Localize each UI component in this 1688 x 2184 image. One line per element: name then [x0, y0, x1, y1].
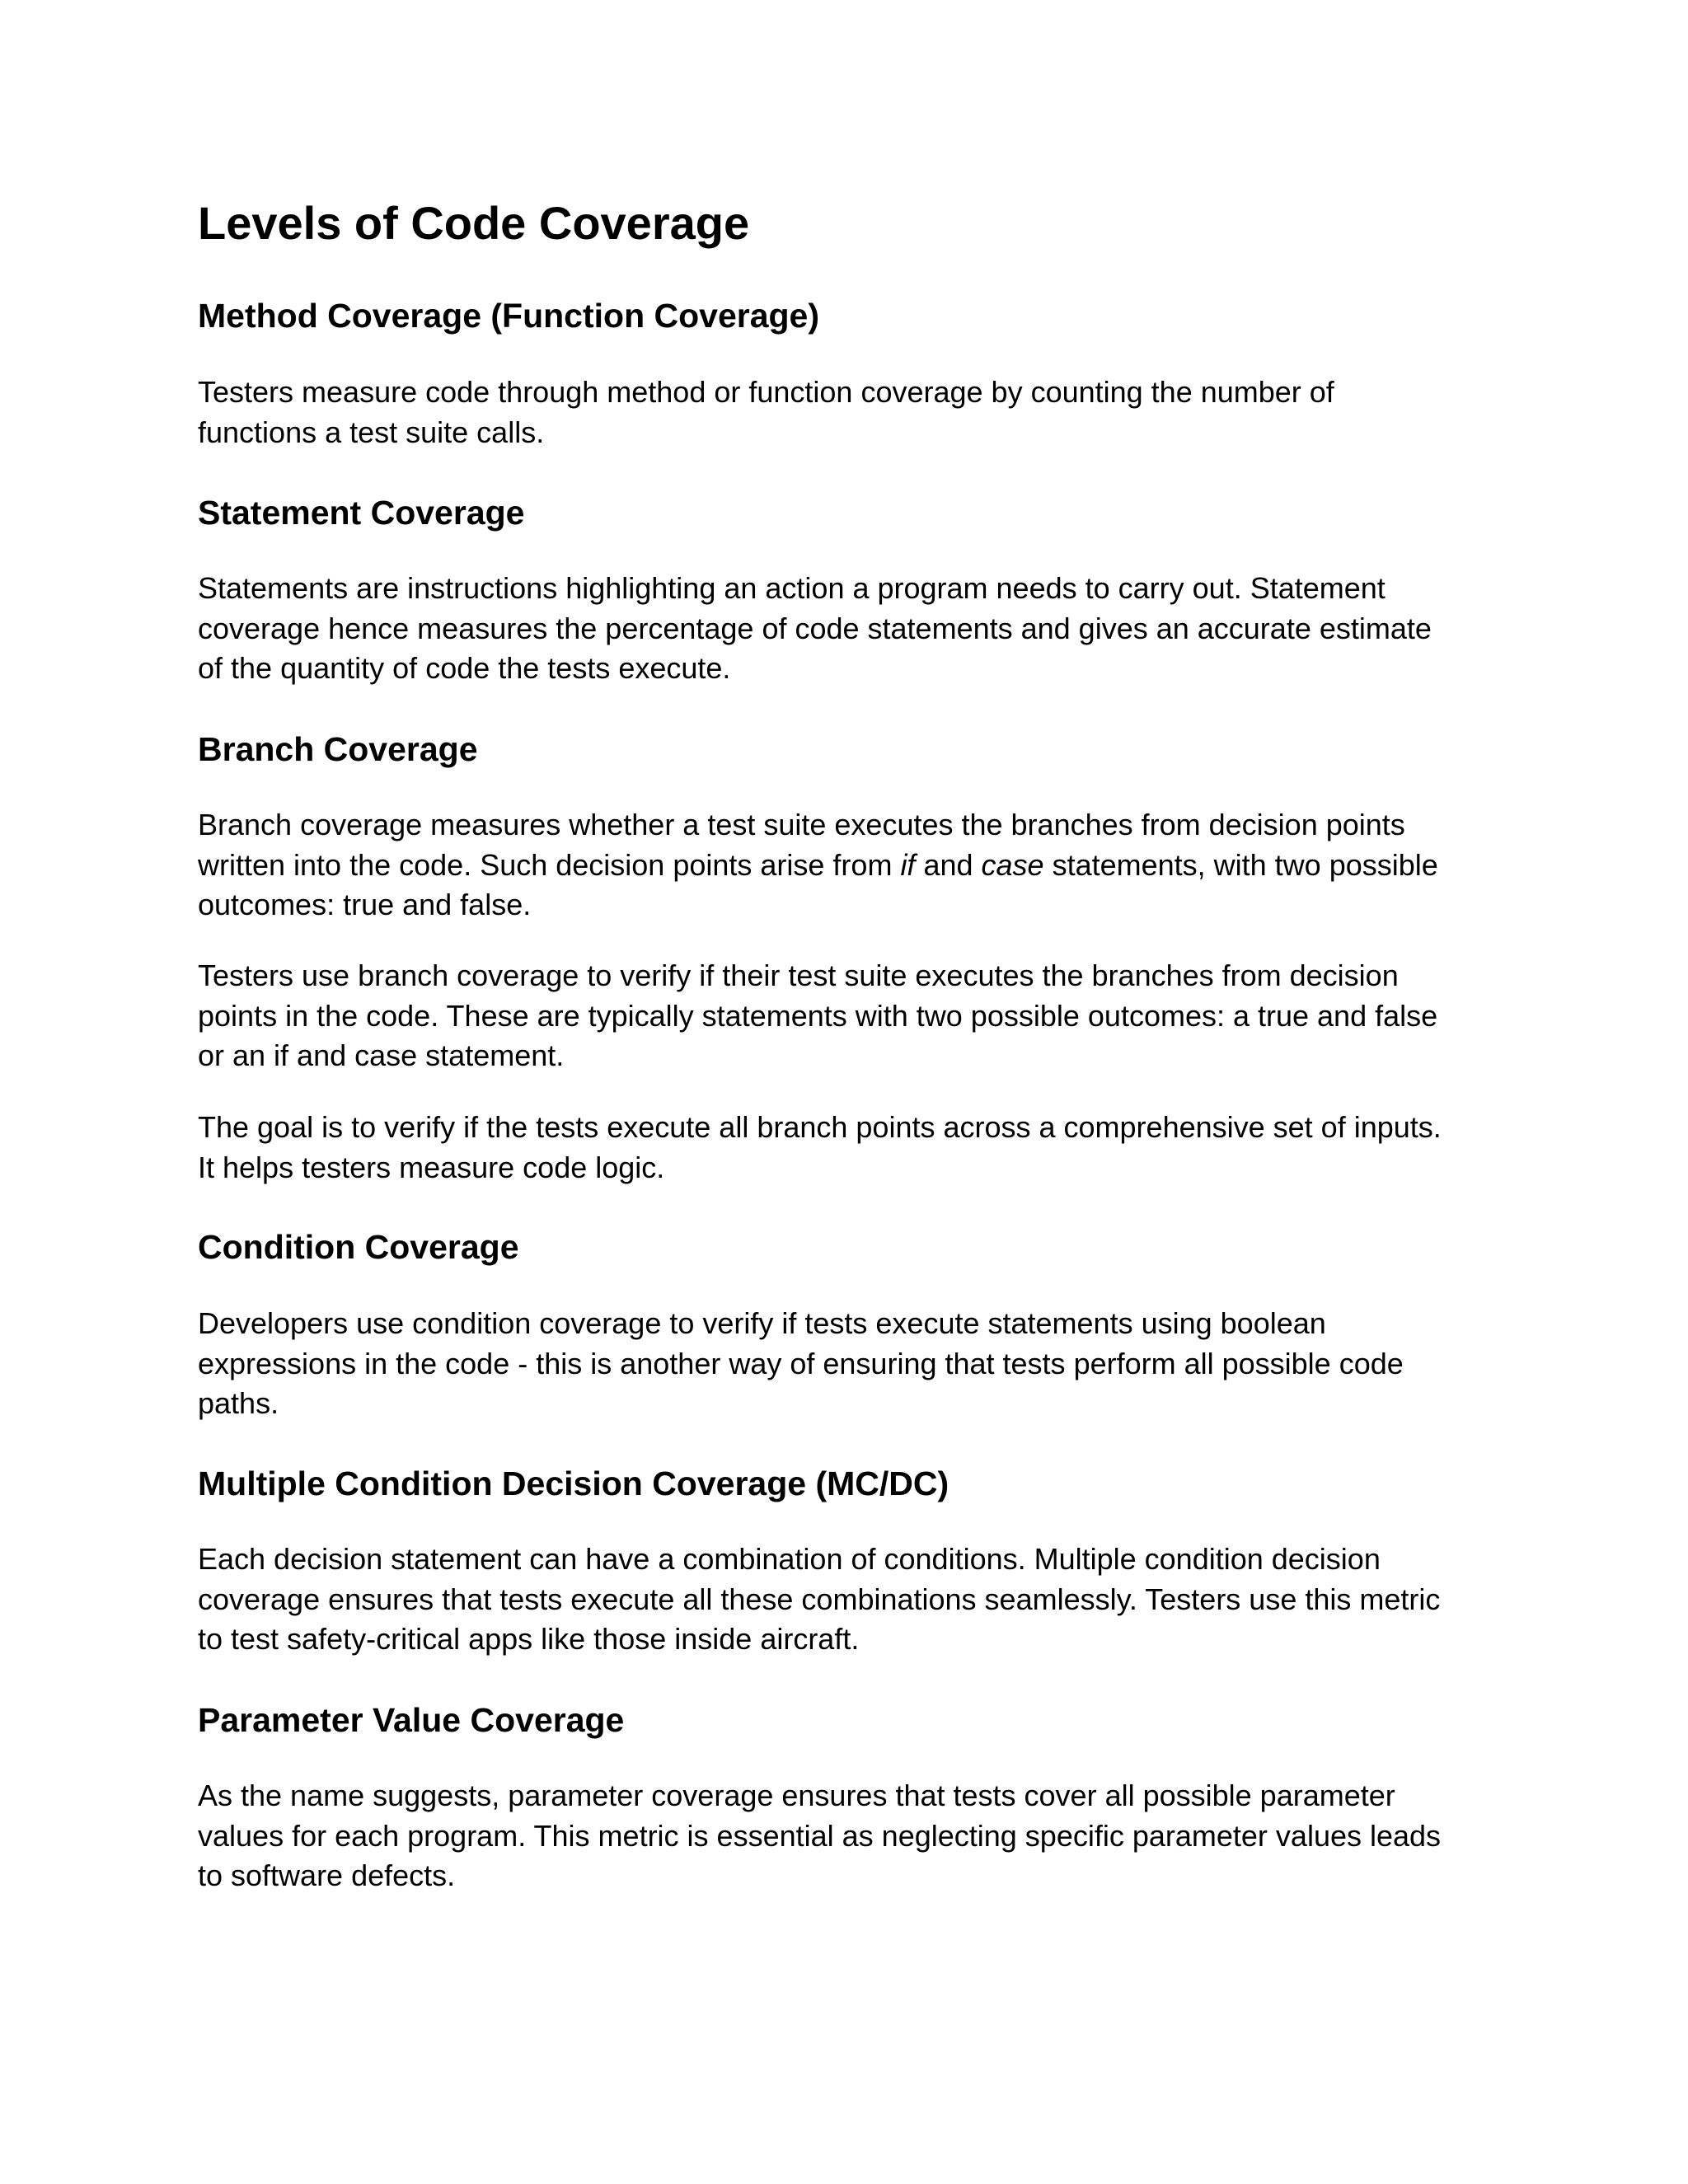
text-run: and [915, 847, 982, 882]
text-run: written into the code. Such decision points arise from [198, 847, 901, 882]
paragraph-line: points in the code. These are typically statements with two possible outcomes: a true and false [198, 998, 1438, 1033]
heading-branch-coverage: Branch Coverage [198, 730, 478, 768]
paragraph-line: paths. [198, 1386, 279, 1420]
paragraph-line: coverage hence measures the percentage of code statements and gives an accurate estimate [198, 611, 1432, 645]
paragraph-line: Developers use condition coverage to verify if tests execute statements using boolean [198, 1306, 1326, 1340]
heading-parameter-value-coverage: Parameter Value Coverage [198, 1701, 625, 1739]
heading-method-coverage: Method Coverage (Function Coverage) [198, 297, 820, 335]
paragraph-condition-coverage [198, 1304, 1500, 1424]
heading-statement-coverage: Statement Coverage [198, 494, 525, 532]
paragraph-parameter-value-coverage [198, 1776, 1500, 1896]
paragraph-line: to test safety-critical apps like those inside aircraft. [198, 1622, 860, 1656]
paragraph-line: Testers measure code through method or function coverage by counting the number of [198, 375, 1334, 409]
paragraph-line: It helps testers measure code logic. [198, 1150, 665, 1184]
paragraph-line: or an if and case statement. [198, 1038, 565, 1072]
paragraph-line: Testers use branch coverage to verify if their test suite executes the branches from decision [198, 958, 1399, 992]
paragraph-line: expressions in the code - this is another way of ensuring that tests perform all possible code [198, 1346, 1404, 1380]
heading-condition-coverage: Condition Coverage [198, 1228, 519, 1266]
paragraph-line: Branch coverage measures whether a test suite executes the branches from decision points [198, 808, 1405, 841]
paragraph-branch-coverage-3 [198, 1108, 1500, 1188]
text-run: statements, with two possible [1043, 847, 1438, 882]
italic-case: case [981, 847, 1044, 882]
paragraph-line: As the name suggests, parameter coverage ensures that tests cover all possible parameter [198, 1779, 1395, 1812]
paragraph-line: values for each program. This metric is essential as neglecting specific parameter values leads [198, 1818, 1442, 1853]
paragraph-branch-coverage-1 [198, 805, 1500, 926]
paragraph-line: The goal is to verify if the tests execute all branch points across a comprehensive set of inputs. [198, 1110, 1442, 1144]
document-title: Levels of Code Coverage [198, 197, 750, 249]
paragraph-branch-coverage-2 [198, 956, 1500, 1076]
paragraph-statement-coverage [198, 569, 1500, 689]
paragraph-mcdc-coverage [198, 1540, 1500, 1660]
paragraph-line: functions a test suite calls. [198, 415, 545, 449]
heading-mcdc-coverage: Multiple Condition Decision Coverage (MC/DC) [198, 1465, 950, 1502]
italic-if: if [900, 847, 916, 882]
paragraph-line: of the quantity of code the tests execute. [198, 651, 731, 685]
paragraph-method-coverage [198, 373, 1500, 452]
paragraph-line [198, 846, 1500, 886]
paragraph-line: Each decision statement can have a combination of conditions. Multiple condition decision [198, 1542, 1381, 1576]
paragraph-line: to software defects. [198, 1858, 456, 1892]
paragraph-line: Statements are instructions highlighting an action a program needs to carry out. Statement [198, 571, 1386, 605]
paragraph-line: outcomes: true and false. [198, 888, 532, 921]
paragraph-line: coverage ensures that tests execute all these combinations seamlessly. Testers use this metric [198, 1582, 1441, 1616]
